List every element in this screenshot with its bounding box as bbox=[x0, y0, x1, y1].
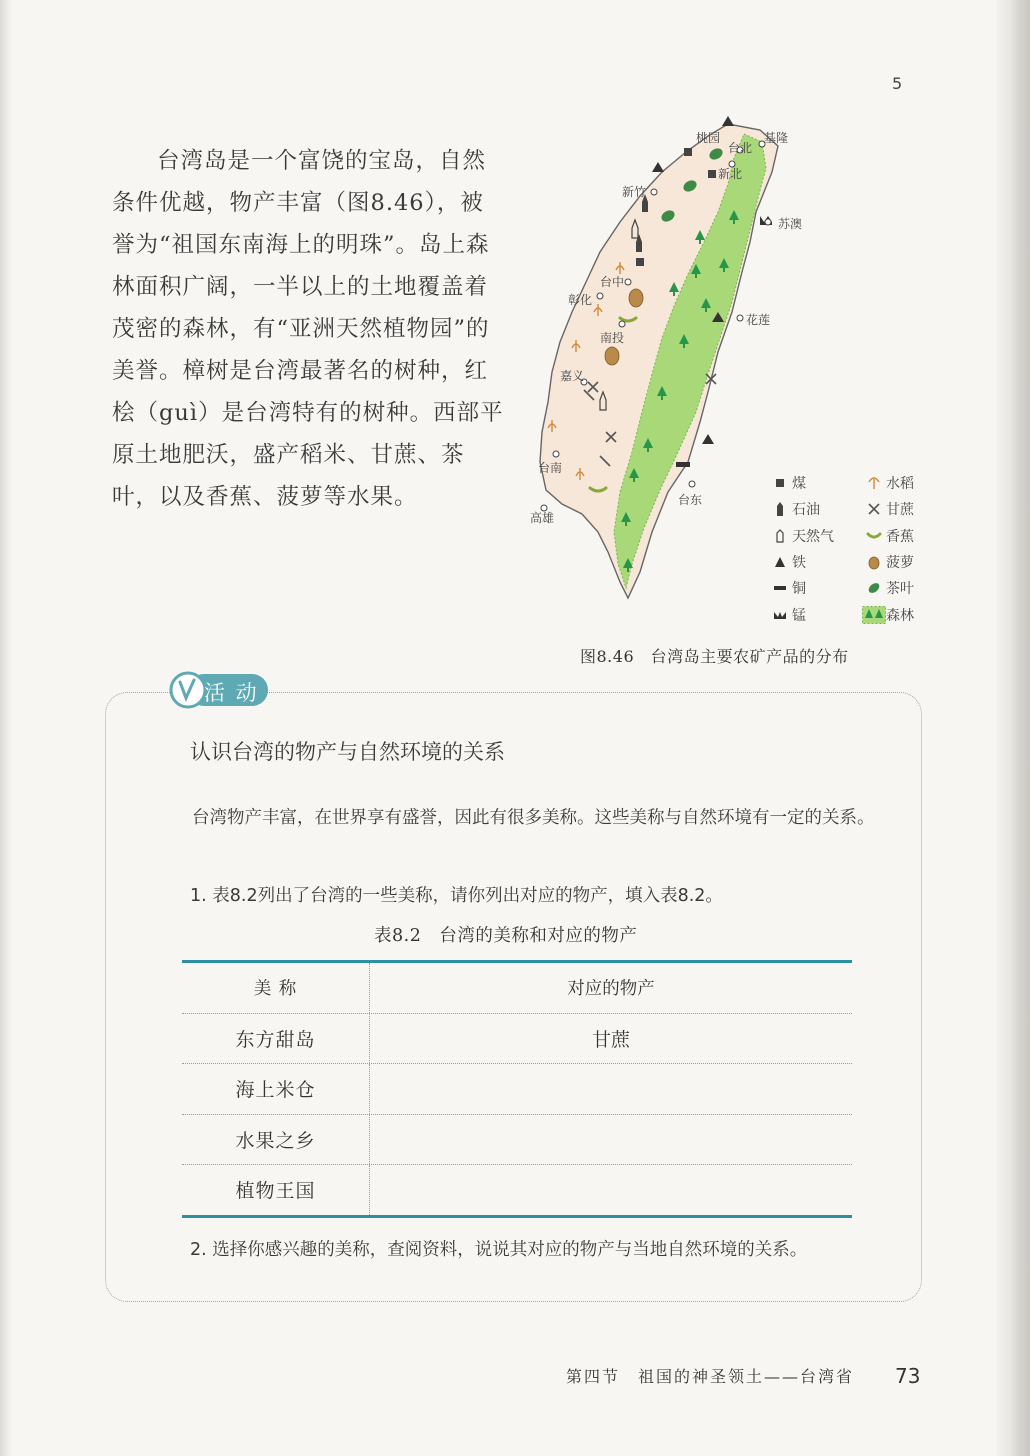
table-bottom-rule bbox=[182, 1215, 852, 1218]
legend-label: 菠萝 bbox=[886, 555, 914, 572]
legend-label: 森林 bbox=[886, 607, 914, 624]
table-row bbox=[182, 1115, 852, 1166]
page-right-edge bbox=[996, 0, 1030, 1456]
activity-task-1: 1. 表8.2列出了台湾的一些美称，请你列出对应的物产，填入表8.2。 bbox=[190, 886, 723, 906]
city-tainan: 台南 bbox=[538, 461, 563, 475]
forest-icon bbox=[862, 606, 886, 624]
copper-icon bbox=[768, 583, 792, 593]
header-cell: 对应的物产 bbox=[567, 979, 655, 1000]
table-row bbox=[182, 1064, 852, 1115]
legend-item-copper bbox=[768, 575, 834, 601]
manganese-icon bbox=[768, 610, 792, 620]
nickname-product-table bbox=[182, 960, 852, 1218]
page-left-edge bbox=[0, 0, 12, 1456]
product-cell bbox=[370, 1064, 852, 1114]
legend-label: 石油 bbox=[792, 502, 820, 519]
activity-badge-label: 活 动 bbox=[204, 681, 259, 705]
city-suao: 苏澳 bbox=[778, 217, 803, 231]
banana-icon bbox=[862, 531, 886, 541]
city-hualian: 花莲 bbox=[746, 313, 771, 327]
product-cell bbox=[370, 1165, 852, 1215]
legend-item-tea bbox=[862, 575, 914, 601]
tea-icon bbox=[862, 581, 886, 595]
table-header-row bbox=[182, 963, 852, 1014]
sugarcane-icon bbox=[862, 502, 886, 516]
natural-gas-icon bbox=[768, 529, 792, 543]
rice-icon bbox=[862, 476, 886, 490]
copper-symbols bbox=[676, 462, 690, 467]
nickname-cell: 海上米仓 bbox=[182, 1064, 370, 1114]
table-row bbox=[182, 1014, 852, 1065]
legend-column-crops bbox=[862, 470, 914, 628]
legend-item-rice bbox=[862, 470, 914, 496]
city-nantou: 南投 bbox=[600, 331, 625, 345]
table-caption: 表8.2 台湾的美称和对应的物产 bbox=[374, 926, 638, 946]
city-xinzhu: 新竹 bbox=[622, 185, 647, 199]
corner-mark: 5 bbox=[892, 74, 903, 93]
coal-icon bbox=[768, 477, 792, 489]
city-jilong: 基隆 bbox=[764, 131, 789, 145]
legend-label: 天然气 bbox=[792, 528, 834, 545]
legend-item-oil bbox=[768, 496, 834, 522]
legend-item-coal bbox=[768, 470, 834, 496]
city-taizhong: 台中 bbox=[600, 275, 625, 289]
legend-item-forest bbox=[862, 601, 914, 627]
legend-label: 煤 bbox=[792, 476, 806, 493]
city-xinbei: 新北 bbox=[718, 167, 743, 181]
activity-task-2: 2. 选择你感兴趣的美称，查阅资料，说说其对应的物产与当地自然环境的关系。 bbox=[190, 1240, 808, 1260]
city-jiayi: 嘉义 bbox=[560, 369, 585, 383]
pineapple-icon bbox=[862, 554, 886, 570]
legend-item-banana bbox=[862, 523, 914, 549]
product-cell: 甘蔗 bbox=[591, 1028, 630, 1051]
city-taibei: 台北 bbox=[728, 141, 753, 155]
legend-label: 锰 bbox=[792, 607, 806, 624]
oil-icon bbox=[768, 502, 792, 516]
legend-label: 铁 bbox=[792, 555, 806, 572]
figure-caption: 图8.46 台湾岛主要农矿产品的分布 bbox=[580, 647, 849, 666]
city-taidong: 台东 bbox=[678, 493, 703, 507]
table-row bbox=[182, 1165, 852, 1215]
legend-item-gas bbox=[768, 523, 834, 549]
legend-label: 水稻 bbox=[886, 476, 914, 493]
legend-item-manganese bbox=[768, 601, 834, 627]
city-taoyuan: 桃园 bbox=[696, 131, 721, 145]
footer-section-title: 第四节 祖国的神圣领土——台湾省 bbox=[566, 1367, 855, 1386]
legend-item-sugarcane bbox=[862, 496, 914, 522]
activity-paragraph: 台湾物产丰富，在世界享有盛誉，因此有很多美称。这些美称与自然环境有一定的关系。 bbox=[192, 808, 875, 828]
legend-item-pineapple bbox=[862, 549, 914, 575]
page-number: 73 bbox=[895, 1364, 921, 1388]
activity-title: 认识台湾的物产与自然环境的关系 bbox=[190, 740, 505, 764]
iron-icon bbox=[768, 556, 792, 568]
legend-label: 甘蔗 bbox=[886, 502, 914, 519]
nickname-cell: 东方甜岛 bbox=[182, 1014, 370, 1064]
intro-paragraph: 台湾岛是一个富饶的宝岛，自然条件优越，物产丰富（图8.46），被誉为“祖国东南海上的明珠”。岛上森林面积广阔，一半以上的土地覆盖着茂密的森林，有“亚洲天然植物园”的美誉。樟树是台湾最著名的树种，红桧（guì）是台湾特有的树种。西部平原土地肥沃，盛产稻米、甘蔗、茶叶，以及香蕉、菠萝等水果。 bbox=[112, 148, 504, 510]
legend-label: 茶叶 bbox=[886, 581, 914, 598]
city-gaoxiong: 高雄 bbox=[530, 511, 555, 525]
nickname-cell: 水果之乡 bbox=[182, 1115, 370, 1165]
city-zhanghua: 彰化 bbox=[568, 293, 593, 307]
product-cell bbox=[370, 1115, 852, 1165]
header-cell: 美 称 bbox=[182, 963, 370, 1013]
legend-label: 香蕉 bbox=[886, 528, 914, 545]
nickname-cell: 植物王国 bbox=[182, 1165, 370, 1215]
legend-item-iron bbox=[768, 549, 834, 575]
legend-column-minerals bbox=[768, 470, 834, 628]
legend-label: 铜 bbox=[792, 581, 806, 598]
